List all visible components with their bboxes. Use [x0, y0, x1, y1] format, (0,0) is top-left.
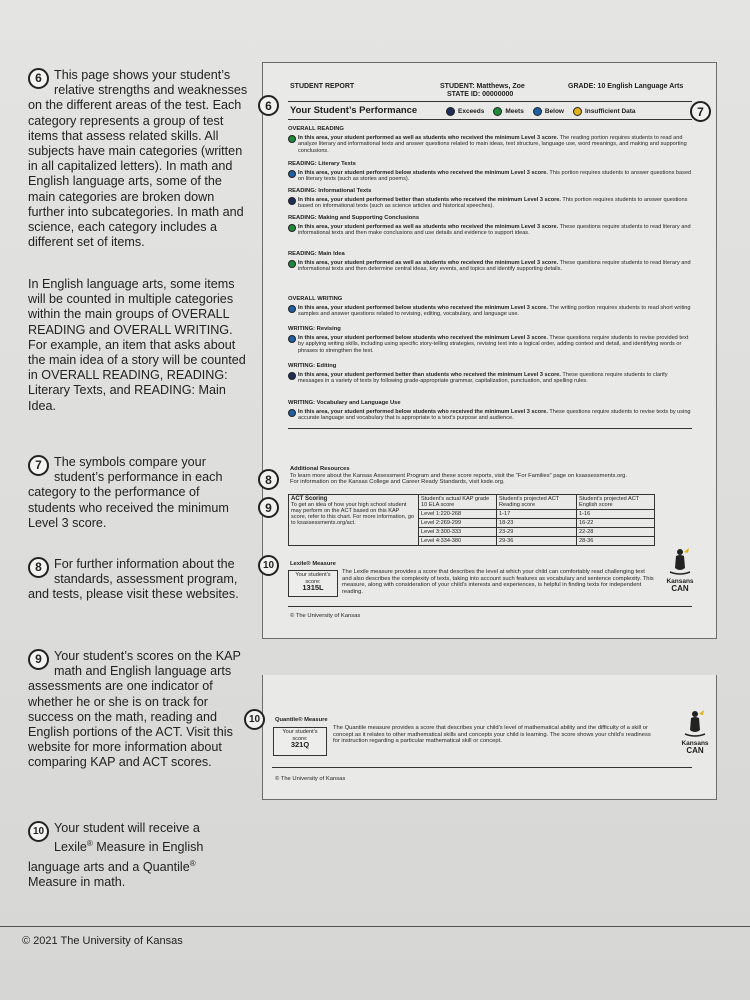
meets-icon: [288, 224, 296, 232]
category-result: In this area, your student performed better than students who received the minimum Level 3 score. This portion requires students to answer questions based on informational texts (such as science articles and historical speeches).: [288, 197, 692, 210]
legend-item: Meets: [493, 107, 523, 116]
kansans-can-logo-2: Kansans CAN: [680, 708, 710, 754]
table-row: Level 3:300-333 23-29 22-28: [289, 528, 655, 537]
callout-text: For further information about the standards, assessment program, and tests, please visit these websites.: [28, 557, 239, 602]
title-rule: [288, 119, 692, 120]
quantile-title: Quantile® Measure: [275, 717, 328, 723]
category-name: READING: Literary Texts: [288, 161, 356, 167]
footer-rule: [0, 926, 750, 927]
lexile-score: 1315L: [302, 583, 324, 592]
quantile-rule: [272, 767, 692, 768]
exceeds-icon: [288, 372, 296, 380]
performance-category: [288, 126, 692, 154]
copyright-report: © The University of Kansas: [290, 613, 361, 619]
sections-end-rule: [288, 428, 692, 429]
callout-number: 8: [28, 557, 49, 578]
performance-category: [288, 326, 692, 354]
kansans-can-icon: [667, 546, 693, 576]
callout-7: [28, 455, 250, 531]
category-name: OVERALL WRITING: [288, 296, 343, 302]
badge-10: 10: [258, 555, 279, 576]
additional-resources: [290, 466, 690, 486]
performance-legend: [446, 107, 636, 116]
resources-line-1: To learn more about the Kansas Assessment Program and these score reports, visit the “For Families” page on ksassessments.org.: [290, 472, 628, 479]
below-icon: [288, 409, 296, 417]
performance-category: [288, 400, 692, 422]
performance-category: [288, 296, 692, 318]
category-result: In this area, your student performed as well as students who received the minimum Level 3 score. The reading portion requires students to read and analyze literary and informational texts and answer questions related to main ideas, text structure, language use, word meanings, and making and supporting conclusions.: [288, 135, 692, 155]
quantile-score-box: [273, 727, 327, 756]
exceeds-icon: [288, 197, 296, 205]
category-name: READING: Main Idea: [288, 251, 345, 257]
below-icon: [288, 170, 296, 178]
act-scoring-table: [288, 494, 655, 546]
meets-icon: [288, 260, 296, 268]
legend-item: Insufficient Data: [573, 107, 636, 116]
category-result: In this area, your student performed below students who received the minimum Level 3 score. These questions require students to revise provided text by applying writing skills, including using specific story-telling strategies, revising text into a logical order, adding context and detail, and identifying words or phrases to strengthen the text.: [288, 335, 692, 355]
callout-text: This page shows your student’s relative strengths and weaknesses on the different areas of the test. Each category represents a group of test items that assess related skills. All subjects have main categories (written in all capitalized letters). In math and English language arts, some of the main categories are broken down further into subcategories. In math and science, each category includes a different set of items.: [28, 68, 248, 250]
table-header: Student’s projected ACT Reading score: [497, 495, 577, 510]
act-description: To get an idea of how your high school student may perform on the ACT based on this KAP score, refer to this chart. For more information, go to ksassessments.org/act.: [291, 502, 415, 526]
callout-number: 6: [28, 68, 49, 89]
meets-icon: [288, 135, 296, 143]
callout-number: 10: [28, 821, 49, 842]
category-name: READING: Making and Supporting Conclusions: [288, 215, 420, 221]
badge-9: 9: [258, 497, 279, 518]
callout-text: Your student’s scores on the KAP math and English language arts assessments are one indicator of whether he or she is on track for success on the math, reading and English portions of the ACT. Visit this website for more information about comparing KAP and ACT scores.: [28, 649, 241, 770]
badge-8: 8: [258, 469, 279, 490]
category-name: WRITING: Revising: [288, 326, 341, 332]
table-header: Student’s projected ACT English score: [577, 495, 655, 510]
callout-text: Your student will receive a Lexile: [54, 821, 200, 855]
category-name: WRITING: Editing: [288, 363, 337, 369]
category-name: OVERALL READING: [288, 126, 344, 132]
category-name: READING: Informational Texts: [288, 188, 372, 194]
callout-10: 10 Your student will receive a Lexile® Measure in English language arts and a Quantile® Measure in math.: [28, 821, 204, 889]
callout-9: [28, 649, 250, 771]
category-result: In this area, your student performed below students who received the minimum Level 3 score. This portion requires students to answer questions based on literary texts (such as stories and poems).: [288, 170, 692, 183]
performance-title: Your Student’s Performance: [290, 105, 418, 116]
table-row: Level 4:334-380 29-36 28-36: [289, 537, 655, 546]
kansans-can-icon: [682, 708, 708, 738]
act-description-cell: [289, 495, 419, 546]
below-icon: [288, 335, 296, 343]
quantile-score: 321Q: [290, 740, 310, 749]
lexile-score-box: [288, 570, 338, 597]
callout-6: [28, 68, 250, 250]
act-title: ACT Scoring: [291, 496, 328, 502]
table-row: Level 1:220-268 1-17 1-16: [289, 510, 655, 519]
category-result: In this area, your student performed below students who received the minimum Level 3 score. The writing portion requires students to read short writing samples and answer questions related to revising, editing, vocabulary, and language use.: [288, 305, 692, 318]
legend-symbol-icon: [493, 107, 502, 116]
callout-number: 7: [28, 455, 49, 476]
legend-symbol-icon: [533, 107, 542, 116]
legend-item: Below: [533, 107, 564, 116]
performance-category: [288, 161, 692, 183]
kansans-can-logo: Kansans CAN: [665, 546, 695, 592]
category-result: In this area, your student performed better than students who received the minimum Level 3 score. These questions require students to clarify messages in a variety of texts by following grade-appropriate grammar, capitalization, punctuation, and spelling rules.: [288, 372, 692, 385]
lexile-description: The Lexile measure provides a score that describes the level at which your child can comfortably read challenging text and also describes the complexity of texts, taking into account such features as vocabulary and sentence complexity. This measure, along with consideration of your child’s interests and experiences, is helpful in finding texts for independent reading.: [342, 569, 654, 596]
legend-symbol-icon: [573, 107, 582, 116]
callout-text: In English language arts, some items will be counted in multiple categories within the main groups of OVERALL READING and OVERALL WRITING. For example, an item that asks about the main idea of a story will be counted in OVERALL READING, READING: Literary Texts, and READING: Main Idea.: [28, 277, 246, 413]
table-row: Level 2:269-299 18-23 16-22: [289, 519, 655, 528]
quantile-description: The Quantile measure provides a score that describes your child’s level of mathematical ability and the difficulty of a skill or concept as it relates to other mathematical skills and concepts your child is learning. The score shows your child’s readiness for instruction regarding a particular mathematical skill or concept.: [333, 725, 651, 745]
callout-8: [28, 557, 250, 603]
below-icon: [288, 305, 296, 313]
badge-7: 7: [690, 101, 711, 122]
legend-item: Exceeds: [446, 107, 484, 116]
callout-number: 9: [28, 649, 49, 670]
resources-title: Additional Resources: [290, 466, 350, 472]
table-header: Student’s actual KAP grade 10 ELA score: [419, 495, 497, 510]
category-result: In this area, your student performed as well as students who received the minimum Level 3 score. These questions require students to read literary and informational texts and then determine central ideas, key events, and topics and identify supporting details.: [288, 260, 692, 273]
score-box-label: Your student’s score:: [282, 729, 318, 742]
lexile-rule: [288, 606, 692, 607]
header-rule: [288, 101, 692, 102]
performance-category: [288, 188, 692, 210]
category-result: In this area, your student performed below students who received the minimum Level 3 score. These questions require students to revise texts by using accurate language and vocabulary that is appropriate to a text’s purpose and audience.: [288, 409, 692, 422]
student-name: STUDENT: Matthews, Zoe: [440, 83, 525, 90]
performance-category: [288, 215, 692, 237]
resources-line-2: For information on the Kansas College and Career Ready Standards, visit ksde.org.: [290, 479, 505, 486]
badge-6: 6: [258, 95, 279, 116]
grade-label: GRADE: 10 English Language Arts: [568, 83, 684, 90]
performance-category: [288, 251, 692, 273]
callout-text: The symbols compare your student’s performance in each category to the performance of students who received the minimum Level 3 score.: [28, 455, 229, 530]
score-box-label: Your student’s score:: [295, 572, 331, 585]
performance-category: [288, 363, 692, 385]
lexile-title: Lexile® Measure: [290, 561, 336, 567]
legend-symbol-icon: [446, 107, 455, 116]
badge-10-quantile: 10: [244, 709, 265, 730]
copyright-quantile: © The University of Kansas: [275, 776, 346, 782]
report-label: STUDENT REPORT: [290, 83, 355, 90]
state-id: STATE ID: 00000000: [447, 91, 514, 98]
category-name: WRITING: Vocabulary and Language Use: [288, 400, 401, 406]
callout-6-continued: [28, 277, 250, 414]
page-footer: © 2021 The University of Kansas: [22, 935, 183, 947]
category-result: In this area, your student performed as well as students who received the minimum Level 3 score. These questions require students to read literary and informational texts and then make conclusions and use details and evidence to support ideas.: [288, 224, 692, 237]
